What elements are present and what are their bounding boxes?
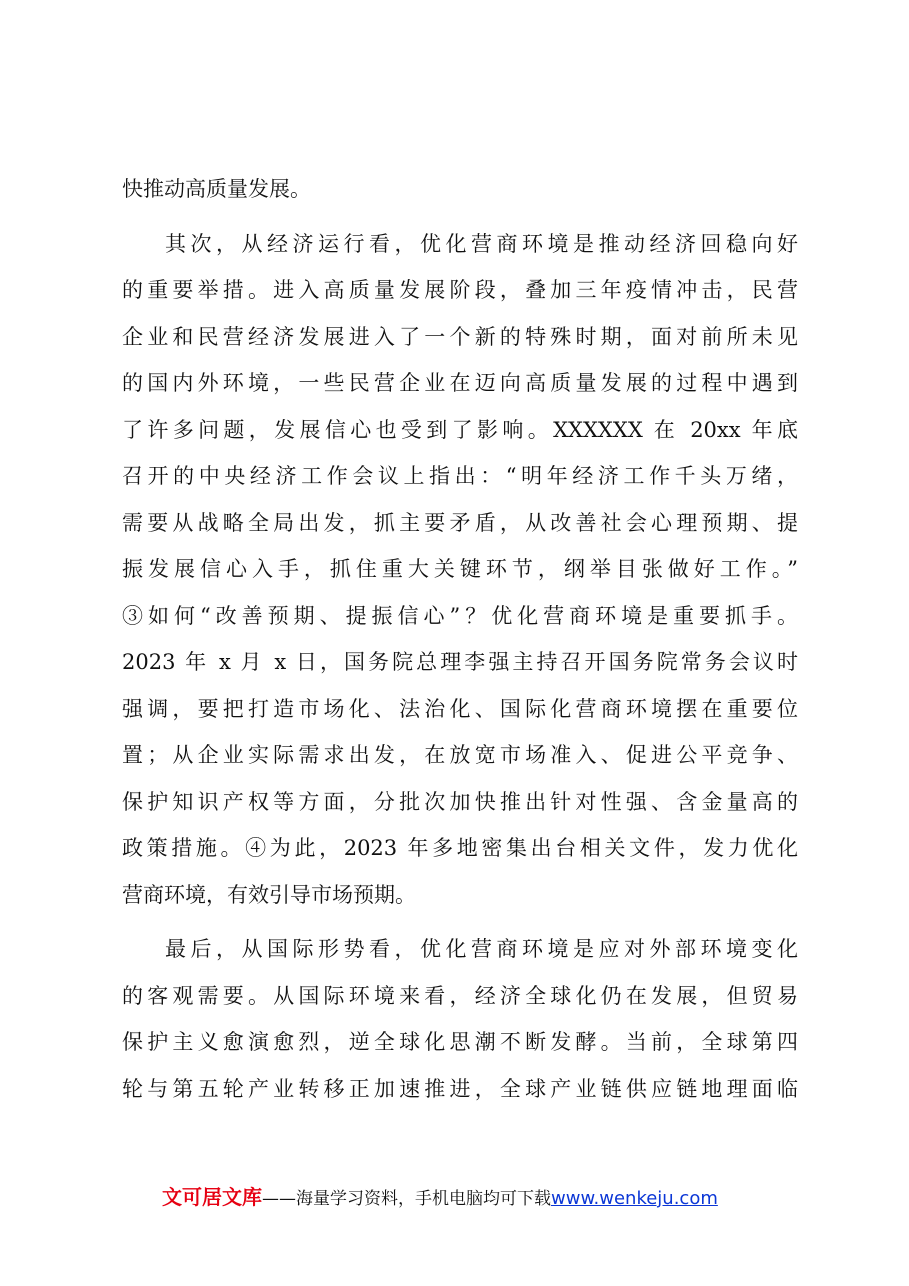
text-line: 需要从战略全局出发，抓主要矛盾，从改善社会心理预期、提 xyxy=(122,510,798,535)
text-line: 了许多问题，发展信心也受到了影响。XXXXXX 在 20xx 年底 xyxy=(122,417,798,442)
text-line: 的重要举措。进入高质量发展阶段，叠加三年疫情冲击，民营 xyxy=(122,278,798,302)
document-body xyxy=(122,166,798,1112)
text-line: 保护主义愈演愈烈，逆全球化思潮不断发酵。当前，全球第四 xyxy=(122,1030,798,1054)
text-line: 的客观需要。从国际环境来看，经济全球化仍在发展，但贸易 xyxy=(122,983,798,1008)
text-line: 最后，从国际形势看，优化营商环境是应对外部环境变化 xyxy=(165,937,798,961)
text-line: 其次，从经济运行看，优化营商环境是推动经济回稳向好 xyxy=(165,231,798,256)
text-line: 营商环境，有效引导市场预期。 xyxy=(122,882,416,907)
footer-tagline: ——海量学习资料，手机电脑均可下载 xyxy=(262,1189,551,1209)
text-line: 保护知识产权等方面，分批次加快推出针对性强、含金量高的 xyxy=(122,789,798,814)
text-line: 的国内外环境，一些民营企业在迈向高质量发展的过程中遇到 xyxy=(122,371,798,395)
text-line: 企业和民营经济发展进入了一个新的特殊时期，面对前所未见 xyxy=(122,324,798,349)
text-line: 快推动高质量发展。 xyxy=(122,177,311,201)
footer-website-link[interactable]: www.wenkeju.com xyxy=(551,1188,718,1209)
text-line: 强调，要把打造市场化、法治化、国际化营商环境摆在重要位 xyxy=(122,696,798,721)
footer-brand: 文可居文库 xyxy=(162,1185,262,1209)
text-line: 轮与第五轮产业转移正加速推进，全球产业链供应链地理面临 xyxy=(122,1076,798,1101)
text-line: 2023 年 x 月 x 日，国务院总理李强主持召开国务院常务会议时 xyxy=(122,650,798,674)
text-line: ③如何“改善预期、提振信心”？优化营商环境是重要抓手。 xyxy=(122,603,798,628)
text-line: 置；从企业实际需求出发，在放宽市场准入、促进公平竞争、 xyxy=(122,743,798,767)
text-line: 政策措施。④为此，2023 年多地密集出台相关文件，发力优化 xyxy=(122,836,798,860)
text-line: 振发展信心入手，抓住重大关键环节，纲举目张做好工作。” xyxy=(122,557,798,581)
footer-banner xyxy=(162,1184,718,1210)
text-line: 召开的中央经济工作会议上指出：“明年经济工作千头万绪， xyxy=(122,464,798,488)
